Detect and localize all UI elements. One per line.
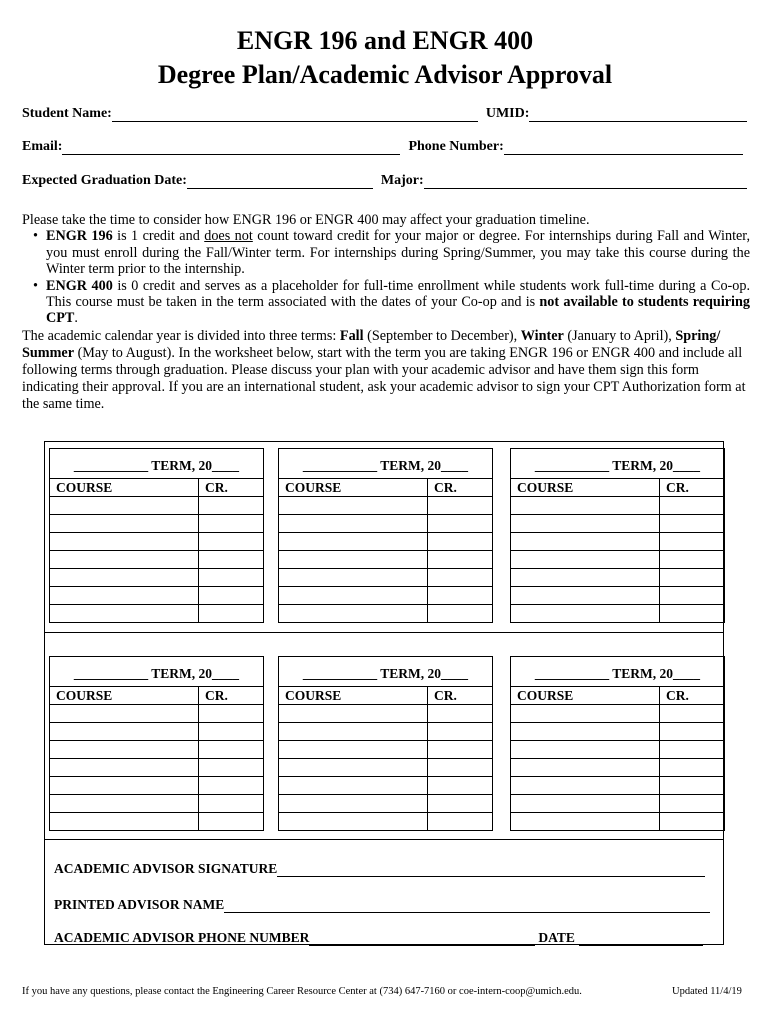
worksheet-divider [45,632,723,633]
date-label: DATE [538,930,575,945]
course-row [50,813,264,831]
course-row [511,723,725,741]
course-row [279,515,493,533]
student-info-row-3 [22,171,747,189]
course-row [279,759,493,777]
intro-lead: Please take the time to consider how ENGR 196 or ENGR 400 may affect your graduation timeline. [22,212,590,228]
course-row [279,705,493,723]
course-row [50,551,264,569]
credit-header: CR. [660,687,725,705]
term-header[interactable]: ___________ TERM, 20____ [278,448,493,478]
course-header: COURSE [50,687,199,705]
worksheet-divider [45,839,723,840]
printed-name-label: PRINTED ADVISOR NAME [54,897,225,912]
term-header[interactable]: ___________ TERM, 20____ [510,448,725,478]
credit-header: CR. [199,687,264,705]
course-row [279,587,493,605]
phone-field[interactable] [504,140,743,155]
advisor-phone-row [54,930,703,946]
term-block [278,656,493,831]
course-row [279,795,493,813]
term-block [510,656,725,831]
course-row [279,741,493,759]
term-block [49,656,264,831]
course-row [50,777,264,795]
form-title: ENGR 196 and ENGR 400 [236,26,534,55]
form-subtitle: Degree Plan/Academic Advisor Approval [157,60,613,89]
advisor-signature-label: ACADEMIC ADVISOR SIGNATURE [54,861,278,876]
course-row [279,497,493,515]
bullet-icon: • [33,277,38,294]
umid-label: UMID: [485,106,530,121]
course-header: COURSE [511,687,660,705]
major-label: Major: [380,173,424,188]
course-row [511,605,725,623]
term-header[interactable]: ___________ TERM, 20____ [49,656,264,686]
intro-section [22,212,750,327]
course-header: COURSE [511,479,660,497]
course-row [511,777,725,795]
course-row [511,515,725,533]
advisor-phone-field[interactable] [309,931,535,946]
advisor-phone-label: ACADEMIC ADVISOR PHONE NUMBER [54,930,310,945]
course-row [50,705,264,723]
term-header[interactable]: ___________ TERM, 20____ [278,656,493,686]
term-course-table [278,478,493,623]
course-row [50,569,264,587]
credit-header: CR. [199,479,264,497]
course-row [511,741,725,759]
student-info-row-2 [22,137,747,155]
course-row [511,813,725,831]
printed-name-field[interactable] [224,898,710,913]
course-row [50,605,264,623]
course-row [50,741,264,759]
course-row [50,759,264,777]
phone-label: Phone Number: [408,139,504,154]
date-field[interactable] [579,931,703,946]
credit-header: CR. [660,479,725,497]
course-row [50,795,264,813]
course-row [511,497,725,515]
advisor-signature-row [54,861,705,877]
course-row [279,777,493,795]
course-row [511,759,725,777]
course-row [511,569,725,587]
course-row [279,533,493,551]
course-row [50,533,264,551]
bullet-icon: • [33,228,38,245]
email-field[interactable] [62,140,400,155]
course-row [511,551,725,569]
course-row [50,723,264,741]
course-row [511,533,725,551]
course-row [50,587,264,605]
student-name-label: Student Name: [22,106,112,121]
course-header: COURSE [279,687,428,705]
umid-field[interactable] [529,107,747,122]
footer-updated: Updated 11/4/19 [672,986,742,997]
term-block [278,448,493,623]
term-header[interactable]: ___________ TERM, 20____ [49,448,264,478]
term-course-table [49,478,264,623]
advisor-signature-field[interactable] [277,862,705,877]
credit-header: CR. [428,687,493,705]
course-row [511,705,725,723]
email-label: Email: [22,139,63,154]
grad-date-label: Expected Graduation Date: [22,173,187,188]
grad-date-field[interactable] [187,174,373,189]
bullet-engr196: • ENGR 196 is 1 credit and does not count toward credit for your major or degree. For internships during Fall and Winter, you must enroll during the Fall/Winter term. For internships during Spring/Summer, you may take this course during the Winter term prior to the internship. [33,228,751,278]
major-field[interactable] [424,174,747,189]
course-row [511,587,725,605]
course-row [279,813,493,831]
credit-header: CR. [428,479,493,497]
course-row [279,569,493,587]
term-course-table [278,686,493,831]
course-row [279,723,493,741]
calendar-paragraph: The academic calendar year is divided into three terms: Fall (September to December), Winter (January to April), Spring/ Summer (May to August). In the worksheet below, start with the term you are taking ENGR 196 or ENGR 400 and include all following terms through graduation. Please discuss your plan with your academic advisor and have them sign this form indicating their approval. If you are an international student, ask your academic advisor to sign your CPT Authorization form at the same time. [22,328,746,412]
course-row [50,515,264,533]
footer-contact: If you have any questions, please contact the Engineering Career Resource Center at (734) 647-7160 or coe-intern-coop@umich.edu. [22,986,582,997]
term-course-table [510,478,725,623]
term-block [510,448,725,623]
term-course-table [49,686,264,831]
printed-name-row [54,897,710,913]
term-course-table [510,686,725,831]
course-header: COURSE [50,479,199,497]
term-header[interactable]: ___________ TERM, 20____ [510,656,725,686]
term-block [49,448,264,623]
student-info-row-1 [22,104,747,122]
course-header: COURSE [279,479,428,497]
course-row [50,497,264,515]
course-row [279,551,493,569]
student-name-field[interactable] [112,107,478,122]
course-row [279,605,493,623]
course-row [511,795,725,813]
bullet-engr400: • ENGR 400 is 0 credit and serves as a placeholder for full-time enrollment while students work full-time during a Co-op. This course must be taken in the term associated with the dates of your Co-op and is not available to students requiring CPT. [33,277,750,327]
